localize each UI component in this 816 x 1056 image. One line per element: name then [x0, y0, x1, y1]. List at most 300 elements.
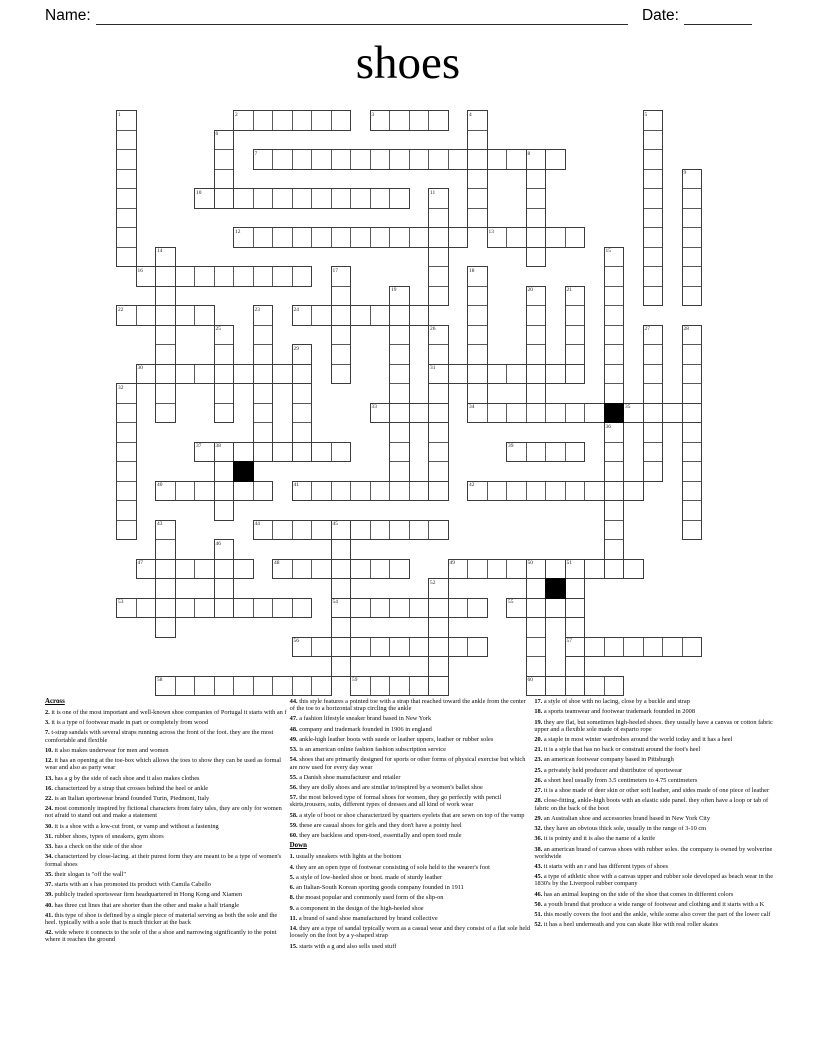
grid-cell[interactable] [467, 364, 488, 385]
grid-cell[interactable] [214, 325, 235, 346]
grid-cell[interactable] [604, 442, 625, 463]
grid-cell[interactable] [409, 149, 430, 170]
grid-cell[interactable] [350, 520, 371, 541]
grid-cell[interactable] [682, 383, 703, 404]
grid-cell[interactable] [370, 227, 391, 248]
grid-cell[interactable] [682, 208, 703, 229]
grid-cell[interactable] [253, 364, 274, 385]
grid-cell[interactable] [292, 149, 313, 170]
grid-cell[interactable] [467, 130, 488, 151]
grid-cell[interactable] [233, 110, 254, 131]
grid-cell[interactable] [292, 422, 313, 443]
grid-cell[interactable] [428, 656, 449, 677]
grid-cell[interactable] [214, 130, 235, 151]
grid-cell[interactable] [116, 149, 137, 170]
grid-cell[interactable] [214, 266, 235, 287]
grid-cell[interactable] [116, 130, 137, 151]
grid-cell[interactable] [506, 149, 527, 170]
grid-cell[interactable] [292, 559, 313, 580]
grid-cell[interactable] [155, 559, 176, 580]
grid-cell[interactable] [233, 364, 254, 385]
grid-cell[interactable] [604, 286, 625, 307]
grid-cell[interactable] [526, 149, 547, 170]
grid-cell[interactable] [565, 617, 586, 638]
grid-cell[interactable] [155, 403, 176, 424]
grid-cell[interactable] [194, 442, 215, 463]
grid-cell[interactable] [272, 598, 293, 619]
grid-cell[interactable] [604, 383, 625, 404]
grid-cell[interactable] [214, 188, 235, 209]
grid-cell[interactable] [292, 520, 313, 541]
grid-cell[interactable] [467, 110, 488, 131]
grid-cell[interactable] [350, 227, 371, 248]
grid-cell[interactable] [370, 403, 391, 424]
grid-cell[interactable] [311, 481, 332, 502]
grid-cell[interactable] [389, 149, 410, 170]
grid-cell[interactable] [331, 539, 352, 560]
grid-cell[interactable] [682, 442, 703, 463]
grid-cell[interactable] [389, 422, 410, 443]
grid-cell[interactable] [526, 227, 547, 248]
grid-cell[interactable] [389, 383, 410, 404]
grid-cell[interactable] [370, 598, 391, 619]
grid-cell[interactable] [643, 383, 664, 404]
grid-cell[interactable] [545, 559, 566, 580]
grid-cell[interactable] [682, 422, 703, 443]
grid-cell[interactable] [331, 344, 352, 365]
grid-cell[interactable] [253, 325, 274, 346]
grid-cell[interactable] [253, 442, 274, 463]
grid-cell[interactable] [682, 325, 703, 346]
grid-cell[interactable] [116, 383, 137, 404]
grid-cell[interactable] [643, 286, 664, 307]
grid-cell[interactable] [545, 598, 566, 619]
grid-cell[interactable] [643, 149, 664, 170]
grid-cell[interactable] [136, 364, 157, 385]
grid-cell[interactable] [292, 227, 313, 248]
grid-cell[interactable] [370, 520, 391, 541]
grid-cell[interactable] [487, 559, 508, 580]
grid-cell[interactable] [526, 208, 547, 229]
grid-cell[interactable] [214, 598, 235, 619]
grid-cell[interactable] [682, 481, 703, 502]
grid-cell[interactable] [331, 442, 352, 463]
grid-cell[interactable] [467, 286, 488, 307]
grid-cell[interactable] [311, 149, 332, 170]
grid-cell[interactable] [116, 500, 137, 521]
grid-cell[interactable] [409, 637, 430, 658]
grid-cell[interactable] [389, 325, 410, 346]
grid-cell[interactable] [350, 598, 371, 619]
grid-cell[interactable] [292, 383, 313, 404]
grid-cell[interactable] [214, 578, 235, 599]
grid-cell[interactable] [428, 598, 449, 619]
grid-cell[interactable] [214, 169, 235, 190]
grid-cell[interactable] [389, 344, 410, 365]
grid-cell[interactable] [389, 305, 410, 326]
grid-cell[interactable] [467, 383, 488, 404]
grid-cell[interactable] [214, 461, 235, 482]
grid-cell[interactable] [682, 520, 703, 541]
grid-cell[interactable] [389, 481, 410, 502]
grid-cell[interactable] [448, 149, 469, 170]
grid-cell[interactable] [565, 364, 586, 385]
grid-cell[interactable] [682, 364, 703, 385]
grid-cell[interactable] [662, 637, 683, 658]
grid-cell[interactable] [623, 481, 644, 502]
grid-cell[interactable] [214, 403, 235, 424]
grid-cell[interactable] [682, 247, 703, 268]
grid-cell[interactable] [409, 481, 430, 502]
grid-cell[interactable] [409, 520, 430, 541]
name-field[interactable] [96, 8, 628, 25]
grid-cell[interactable] [643, 266, 664, 287]
grid-cell[interactable] [292, 442, 313, 463]
grid-cell[interactable] [214, 149, 235, 170]
grid-cell[interactable] [467, 344, 488, 365]
grid-cell[interactable] [331, 188, 352, 209]
grid-cell[interactable] [467, 481, 488, 502]
grid-cell[interactable] [272, 676, 293, 697]
grid-cell[interactable] [428, 266, 449, 287]
grid-cell[interactable] [233, 481, 254, 502]
grid-cell[interactable] [545, 676, 566, 697]
grid-cell[interactable] [194, 559, 215, 580]
grid-cell[interactable] [155, 598, 176, 619]
grid-cell[interactable] [623, 637, 644, 658]
grid-cell[interactable] [116, 598, 137, 619]
grid-cell[interactable] [331, 617, 352, 638]
grid-cell[interactable] [565, 344, 586, 365]
grid-cell[interactable] [194, 481, 215, 502]
grid-cell[interactable] [136, 305, 157, 326]
grid-cell[interactable] [428, 676, 449, 697]
grid-cell[interactable] [253, 598, 274, 619]
grid-cell[interactable] [526, 637, 547, 658]
grid-cell[interactable] [526, 188, 547, 209]
grid-cell[interactable] [467, 403, 488, 424]
grid-cell[interactable] [526, 656, 547, 677]
grid-cell[interactable] [136, 266, 157, 287]
grid-cell[interactable] [155, 481, 176, 502]
grid-cell[interactable] [389, 286, 410, 307]
grid-cell[interactable] [253, 422, 274, 443]
grid-cell[interactable] [565, 286, 586, 307]
grid-cell[interactable] [428, 188, 449, 209]
grid-cell[interactable] [350, 188, 371, 209]
grid-cell[interactable] [370, 110, 391, 131]
grid-cell[interactable] [604, 500, 625, 521]
grid-cell[interactable] [526, 169, 547, 190]
grid-cell[interactable] [175, 598, 196, 619]
grid-cell[interactable] [155, 344, 176, 365]
grid-cell[interactable] [292, 344, 313, 365]
grid-cell[interactable] [331, 266, 352, 287]
grid-cell[interactable] [350, 559, 371, 580]
grid-cell[interactable] [350, 305, 371, 326]
grid-cell[interactable] [253, 266, 274, 287]
grid-cell[interactable] [175, 676, 196, 697]
grid-cell[interactable] [448, 598, 469, 619]
grid-cell[interactable] [643, 227, 664, 248]
grid-cell[interactable] [155, 578, 176, 599]
grid-cell[interactable] [214, 364, 235, 385]
grid-cell[interactable] [253, 149, 274, 170]
grid-cell[interactable] [409, 676, 430, 697]
grid-cell[interactable] [428, 481, 449, 502]
grid-cell[interactable] [545, 227, 566, 248]
grid-cell[interactable] [253, 344, 274, 365]
grid-cell[interactable] [526, 617, 547, 638]
grid-cell[interactable] [253, 520, 274, 541]
grid-cell[interactable] [604, 559, 625, 580]
grid-cell[interactable] [682, 500, 703, 521]
grid-cell[interactable] [331, 149, 352, 170]
grid-cell[interactable] [116, 481, 137, 502]
grid-cell[interactable] [370, 305, 391, 326]
grid-cell[interactable] [292, 598, 313, 619]
grid-cell[interactable] [233, 598, 254, 619]
grid-cell[interactable] [526, 403, 547, 424]
grid-cell[interactable] [311, 442, 332, 463]
grid-cell[interactable] [428, 461, 449, 482]
grid-cell[interactable] [194, 598, 215, 619]
grid-cell[interactable] [682, 403, 703, 424]
grid-cell[interactable] [545, 149, 566, 170]
grid-cell[interactable] [389, 676, 410, 697]
grid-cell[interactable] [311, 637, 332, 658]
grid-cell[interactable] [233, 559, 254, 580]
grid-cell[interactable] [272, 442, 293, 463]
grid-cell[interactable] [155, 266, 176, 287]
grid-cell[interactable] [331, 578, 352, 599]
grid-cell[interactable] [116, 422, 137, 443]
grid-cell[interactable] [253, 383, 274, 404]
grid-cell[interactable] [467, 208, 488, 229]
grid-cell[interactable] [370, 188, 391, 209]
grid-cell[interactable] [116, 247, 137, 268]
grid-cell[interactable] [116, 169, 137, 190]
grid-cell[interactable] [604, 325, 625, 346]
grid-cell[interactable] [350, 637, 371, 658]
grid-cell[interactable] [214, 676, 235, 697]
grid-cell[interactable] [428, 637, 449, 658]
grid-cell[interactable] [467, 598, 488, 619]
grid-cell[interactable] [409, 227, 430, 248]
grid-cell[interactable] [331, 364, 352, 385]
grid-cell[interactable] [194, 676, 215, 697]
grid-cell[interactable] [428, 422, 449, 443]
grid-cell[interactable] [643, 403, 664, 424]
grid-cell[interactable] [682, 266, 703, 287]
grid-cell[interactable] [584, 481, 605, 502]
grid-cell[interactable] [331, 637, 352, 658]
grid-cell[interactable] [526, 442, 547, 463]
grid-cell[interactable] [292, 637, 313, 658]
grid-cell[interactable] [389, 598, 410, 619]
grid-cell[interactable] [565, 598, 586, 619]
grid-cell[interactable] [526, 481, 547, 502]
grid-cell[interactable] [311, 520, 332, 541]
grid-cell[interactable] [506, 598, 527, 619]
grid-cell[interactable] [155, 383, 176, 404]
grid-cell[interactable] [487, 149, 508, 170]
grid-cell[interactable] [565, 578, 586, 599]
grid-cell[interactable] [506, 227, 527, 248]
grid-cell[interactable] [155, 676, 176, 697]
grid-cell[interactable] [331, 520, 352, 541]
grid-cell[interactable] [565, 676, 586, 697]
grid-cell[interactable] [526, 247, 547, 268]
grid-cell[interactable] [643, 637, 664, 658]
grid-cell[interactable] [370, 676, 391, 697]
grid-cell[interactable] [136, 598, 157, 619]
grid-cell[interactable] [526, 305, 547, 326]
grid-cell[interactable] [389, 461, 410, 482]
grid-cell[interactable] [311, 559, 332, 580]
grid-cell[interactable] [428, 227, 449, 248]
grid-cell[interactable] [682, 227, 703, 248]
grid-cell[interactable] [292, 481, 313, 502]
grid-cell[interactable] [116, 461, 137, 482]
grid-cell[interactable] [565, 325, 586, 346]
grid-cell[interactable] [331, 656, 352, 677]
grid-cell[interactable] [545, 442, 566, 463]
grid-cell[interactable] [467, 305, 488, 326]
grid-cell[interactable] [389, 637, 410, 658]
grid-cell[interactable] [428, 403, 449, 424]
grid-cell[interactable] [428, 325, 449, 346]
grid-cell[interactable] [116, 305, 137, 326]
grid-cell[interactable] [409, 403, 430, 424]
grid-cell[interactable] [214, 539, 235, 560]
grid-cell[interactable] [643, 344, 664, 365]
grid-cell[interactable] [662, 403, 683, 424]
grid-cell[interactable] [526, 559, 547, 580]
grid-cell[interactable] [331, 481, 352, 502]
grid-cell[interactable] [643, 130, 664, 151]
grid-cell[interactable] [350, 676, 371, 697]
grid-cell[interactable] [428, 383, 449, 404]
grid-cell[interactable] [565, 305, 586, 326]
grid-cell[interactable] [526, 676, 547, 697]
grid-cell[interactable] [526, 578, 547, 599]
grid-cell[interactable] [175, 481, 196, 502]
grid-cell[interactable] [487, 364, 508, 385]
grid-cell[interactable] [214, 559, 235, 580]
grid-cell[interactable] [253, 110, 274, 131]
grid-cell[interactable] [643, 461, 664, 482]
grid-cell[interactable] [428, 442, 449, 463]
grid-cell[interactable] [682, 461, 703, 482]
grid-cell[interactable] [409, 110, 430, 131]
grid-cell[interactable] [311, 305, 332, 326]
grid-cell[interactable] [116, 110, 137, 131]
grid-cell[interactable] [428, 149, 449, 170]
grid-cell[interactable] [448, 637, 469, 658]
grid-cell[interactable] [428, 344, 449, 365]
grid-cell[interactable] [565, 481, 586, 502]
grid-cell[interactable] [604, 539, 625, 560]
grid-cell[interactable] [233, 676, 254, 697]
grid-cell[interactable] [116, 403, 137, 424]
grid-cell[interactable] [487, 481, 508, 502]
grid-cell[interactable] [467, 169, 488, 190]
grid-cell[interactable] [253, 403, 274, 424]
grid-cell[interactable] [487, 227, 508, 248]
grid-cell[interactable] [194, 305, 215, 326]
grid-cell[interactable] [604, 520, 625, 541]
grid-cell[interactable] [116, 188, 137, 209]
grid-cell[interactable] [292, 403, 313, 424]
grid-cell[interactable] [331, 227, 352, 248]
grid-cell[interactable] [604, 422, 625, 443]
grid-cell[interactable] [331, 286, 352, 307]
grid-cell[interactable] [175, 559, 196, 580]
grid-cell[interactable] [643, 110, 664, 131]
grid-cell[interactable] [448, 364, 469, 385]
grid-cell[interactable] [389, 188, 410, 209]
grid-cell[interactable] [623, 403, 644, 424]
grid-cell[interactable] [272, 520, 293, 541]
grid-cell[interactable] [253, 188, 274, 209]
grid-cell[interactable] [155, 539, 176, 560]
grid-cell[interactable] [331, 325, 352, 346]
grid-cell[interactable] [272, 110, 293, 131]
grid-cell[interactable] [194, 364, 215, 385]
grid-cell[interactable] [370, 559, 391, 580]
grid-cell[interactable] [506, 559, 527, 580]
grid-cell[interactable] [565, 656, 586, 677]
grid-cell[interactable] [545, 364, 566, 385]
grid-cell[interactable] [487, 403, 508, 424]
grid-cell[interactable] [292, 364, 313, 385]
grid-cell[interactable] [292, 676, 313, 697]
grid-cell[interactable] [682, 188, 703, 209]
grid-cell[interactable] [155, 520, 176, 541]
grid-cell[interactable] [253, 676, 274, 697]
grid-cell[interactable] [389, 364, 410, 385]
grid-cell[interactable] [604, 637, 625, 658]
grid-cell[interactable] [682, 286, 703, 307]
grid-cell[interactable] [604, 481, 625, 502]
grid-cell[interactable] [506, 481, 527, 502]
grid-cell[interactable] [565, 227, 586, 248]
grid-cell[interactable] [214, 442, 235, 463]
grid-cell[interactable] [370, 637, 391, 658]
grid-cell[interactable] [331, 559, 352, 580]
grid-cell[interactable] [116, 442, 137, 463]
grid-cell[interactable] [389, 559, 410, 580]
grid-cell[interactable] [233, 442, 254, 463]
grid-cell[interactable] [682, 169, 703, 190]
grid-cell[interactable] [526, 325, 547, 346]
grid-cell[interactable] [409, 305, 430, 326]
grid-cell[interactable] [643, 188, 664, 209]
grid-cell[interactable] [682, 637, 703, 658]
grid-cell[interactable] [643, 442, 664, 463]
grid-cell[interactable] [331, 305, 352, 326]
grid-cell[interactable] [389, 110, 410, 131]
grid-cell[interactable] [389, 403, 410, 424]
grid-cell[interactable] [272, 266, 293, 287]
grid-cell[interactable] [526, 383, 547, 404]
date-field[interactable] [684, 8, 752, 25]
grid-cell[interactable] [448, 559, 469, 580]
grid-cell[interactable] [214, 481, 235, 502]
grid-cell[interactable] [584, 676, 605, 697]
grid-cell[interactable] [389, 520, 410, 541]
